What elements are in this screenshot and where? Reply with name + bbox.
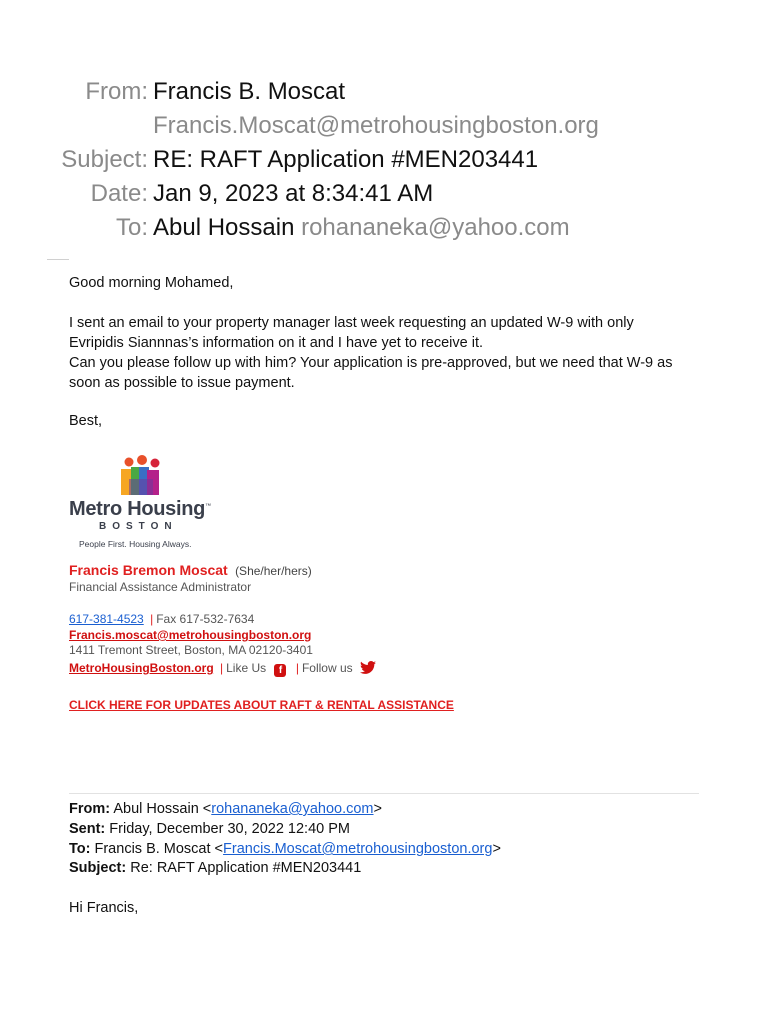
signature-name-row: [69, 562, 312, 578]
quoted-subject-label: Subject:: [69, 860, 127, 876]
from-email-row: [0, 112, 768, 146]
paragraph-line: I sent an email to your property manager last week requesting an updated W-9 with only: [69, 315, 634, 331]
signature-phone-row: [69, 612, 254, 626]
subject-value: RE: RAFT Application #MEN203441: [153, 146, 539, 173]
signature-address: 1411 Tremont Street, Boston, MA 02120-3401: [69, 643, 313, 657]
signature-email-link[interactable]: Francis.moscat@metrohousingboston.org: [69, 628, 312, 642]
separator: |: [220, 661, 224, 675]
facebook-icon[interactable]: f: [274, 664, 286, 677]
quoted-to-row: [69, 839, 501, 859]
quoted-greeting: Hi Francis,: [69, 900, 139, 916]
email-header: [0, 78, 768, 248]
twitter-bird-icon[interactable]: [360, 661, 376, 674]
quoted-from-close: >: [373, 801, 382, 817]
date-row: [0, 180, 768, 214]
logo-name: Metro Housing: [69, 498, 206, 520]
separator: |: [150, 612, 154, 626]
fax-number: Fax 617-532-7634: [156, 612, 255, 626]
quoted-from-name: Abul Hossain <: [113, 801, 212, 817]
signature-title: Financial Assistance Administrator: [69, 580, 252, 594]
follow-us-label: Follow us: [301, 661, 353, 675]
to-email[interactable]: rohananeka@yahoo.com: [301, 214, 570, 241]
to-name[interactable]: Abul Hossain: [153, 214, 295, 241]
quoted-divider: [69, 793, 699, 794]
quoted-subject-value: Re: RAFT Application #MEN203441: [130, 860, 362, 876]
from-row: [0, 78, 768, 112]
quoted-subject-row: [69, 858, 361, 878]
subject-label: Subject:: [61, 146, 148, 173]
from-email[interactable]: Francis.Moscat@metrohousingboston.org: [153, 112, 599, 139]
signature-name: Francis Bremon Moscat: [69, 562, 228, 578]
quoted-from-label: From:: [69, 801, 111, 817]
separator: |: [295, 661, 299, 675]
header-divider: [47, 259, 69, 260]
to-row: [0, 214, 768, 248]
website-link[interactable]: MetroHousingBoston.org: [69, 661, 214, 675]
paragraph-line: Evripidis Siannnas’s information on it and I have yet to receive it.: [69, 335, 484, 351]
quoted-to-name: Francis B. Moscat <: [94, 841, 224, 857]
paragraph-line: Can you please follow up with him? Your application is pre-approved, but we need that W-9 as: [69, 355, 673, 371]
from-label: From:: [85, 78, 148, 105]
quoted-sent-label: Sent:: [69, 821, 106, 837]
signature-email-row: [69, 628, 311, 642]
from-name[interactable]: Francis B. Moscat: [153, 78, 346, 105]
quoted-to-email-link[interactable]: Francis.Moscat@metrohousingboston.org: [223, 841, 493, 857]
quoted-sent-value: Friday, December 30, 2022 12:40 PM: [109, 821, 350, 837]
signature-pronouns: (She/her/hers): [235, 564, 312, 578]
metro-housing-logo: [69, 455, 229, 550]
quoted-from-email-link[interactable]: rohananeka@yahoo.com: [211, 801, 374, 817]
to-label: To:: [115, 214, 148, 241]
closing: Best,: [69, 413, 103, 429]
date-value: Jan 9, 2023 at 8:34:41 AM: [153, 180, 434, 207]
date-label: Date:: [90, 180, 148, 207]
subject-row: [0, 146, 768, 180]
signature-web-row: [69, 661, 376, 677]
trademark: ™: [205, 503, 211, 510]
quoted-from-row: [69, 799, 382, 819]
paragraph-line: soon as possible to issue payment.: [69, 375, 295, 391]
quoted-sent-row: [69, 819, 350, 839]
raft-updates-link[interactable]: CLICK HERE FOR UPDATES ABOUT RAFT & RENTAL ASSISTANCE: [69, 698, 454, 712]
like-us-label: Like Us: [226, 661, 267, 675]
quoted-to-label: To:: [69, 841, 91, 857]
phone-link[interactable]: 617-381-4523: [69, 612, 144, 626]
quoted-to-close: >: [492, 841, 501, 857]
message-paragraph: [69, 313, 709, 393]
logo-city: BOSTON: [99, 521, 178, 532]
logo-tagline: People First. Housing Always.: [79, 539, 192, 549]
greeting: Good morning Mohamed,: [69, 275, 234, 291]
people-figures-icon: [115, 455, 167, 499]
